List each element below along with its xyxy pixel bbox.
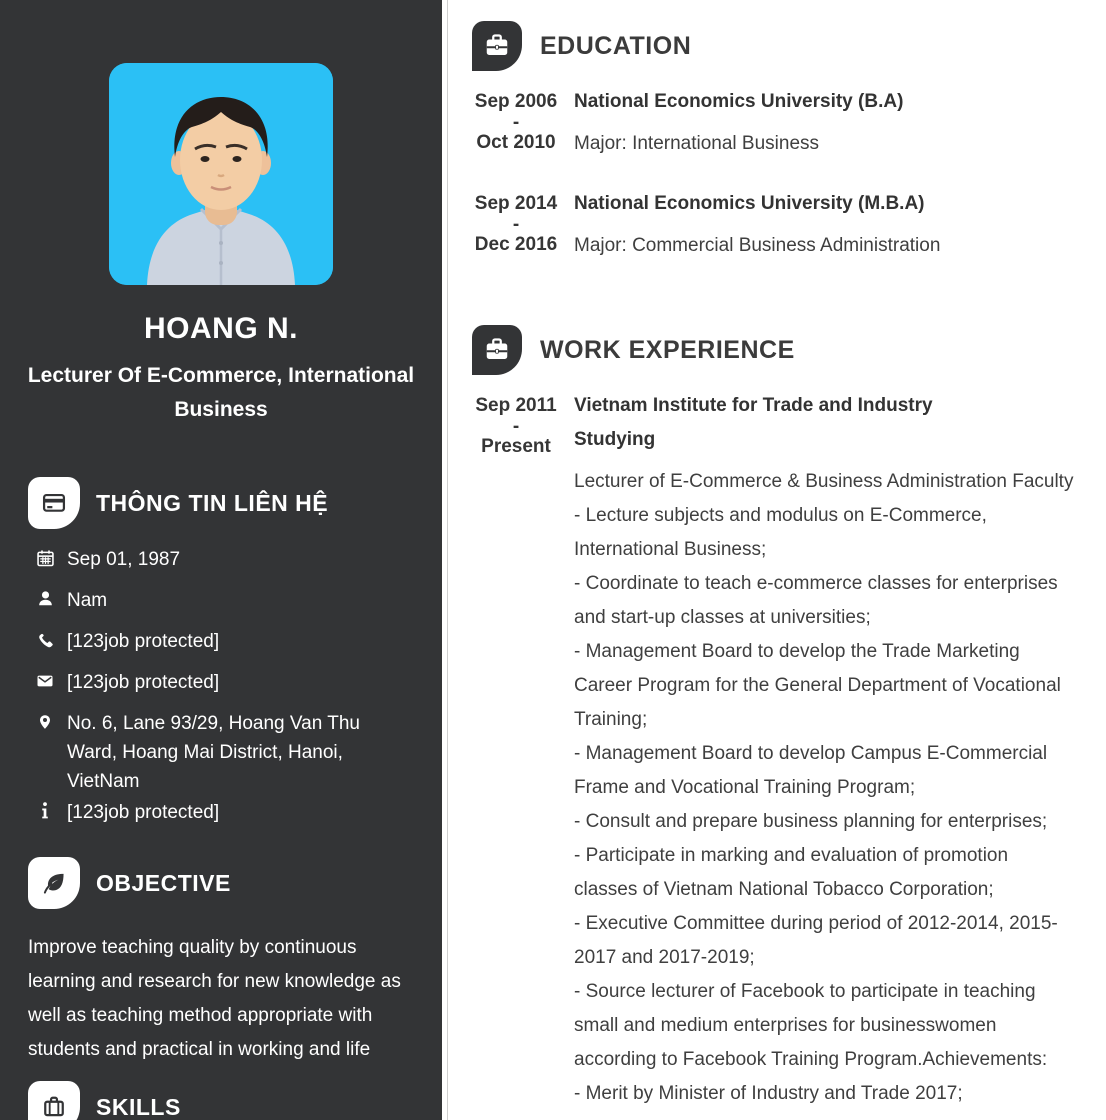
phone-icon [34, 630, 56, 656]
leaf-icon [28, 857, 80, 909]
contact-item-phone [28, 627, 414, 656]
map-marker-icon [34, 712, 56, 796]
work-entry-detail: - Source lecturer of Facebook to participate in teaching small and medium enterprises for businesswomen according to Facebook Training Program.Achievements: [574, 981, 1048, 1070]
education-entry-title: National Economics University (B.A) [574, 91, 904, 112]
contact-birthday-text: Sep 01, 1987 [67, 549, 181, 570]
date-from: Sep 2014 [474, 193, 558, 214]
skills-section-title: SKILLS [96, 1093, 181, 1120]
profile-photo-illustration [109, 63, 333, 285]
date-from: Sep 2011 [475, 395, 557, 416]
objective-section-title: OBJECTIVE [96, 869, 231, 896]
contact-link-text: [123job protected] [67, 802, 220, 823]
education-entry-body [574, 85, 1096, 161]
id-card-icon [28, 477, 80, 529]
work-entry-title: Vietnam Institute for Trade and Industry Studying [574, 395, 933, 450]
date-separator: - [512, 213, 520, 235]
contact-section-title: THÔNG TIN LIÊN HỆ [96, 489, 329, 516]
work-entry-detail: - Management Board to develop Campus E-Commercial Frame and Vocational Training Program; [574, 743, 1048, 798]
education-entry [466, 187, 1096, 263]
user-icon [34, 589, 56, 615]
contact-item-address [28, 709, 414, 796]
contact-email-text: [123job protected] [67, 672, 220, 693]
objective-text: Improve teaching quality by continuous learning and research for new knowledge as well as teaching method appropriate with students and practical in working and life [28, 937, 401, 1060]
contact-address-text: No. 6, Lane 93/29, Hoang Van Thu Ward, Hoang Mai District, Hanoi, VietNam [67, 713, 360, 792]
education-entry [466, 85, 1096, 161]
work-entry-detail: - Participate in marking and evaluation of promotion classes of Vietnam National Tobacco Corporation; [574, 845, 1009, 900]
skills-section-header [28, 1081, 414, 1120]
work-entry-body [574, 389, 1096, 1111]
date-to: Present [481, 436, 551, 457]
education-entry-detail: Major: International Business [574, 133, 820, 154]
contact-item-link [28, 798, 414, 827]
calendar-icon [34, 548, 56, 574]
work-entry-detail: - Merit by Minister of Industry and Trade 2017; [574, 1083, 963, 1104]
work-entry-detail: - Executive Committee during period of 2012-2014, 2015-2017 and 2017-2019; [574, 913, 1058, 968]
work-experience-section [466, 289, 1096, 1111]
contact-item-birthday [28, 545, 414, 574]
education-entry-details [574, 127, 1096, 161]
contact-item-email [28, 668, 414, 697]
education-section-title: EDUCATION [540, 31, 692, 60]
education-entry-details [574, 229, 1096, 263]
contact-item-gender [28, 586, 414, 615]
work-entry-dates [466, 396, 566, 1111]
candidate-job-title: Lecturer Of E-Commerce, International Business [27, 364, 415, 421]
work-entry [466, 389, 1096, 1111]
skills-section [0, 1081, 442, 1120]
candidate-name: HOANG N. [144, 312, 298, 345]
contact-gender-text: Nam [67, 590, 108, 611]
work-entry-detail: Lecturer of E-Commerce & Business Administration Faculty [574, 471, 1074, 492]
envelope-icon [34, 671, 56, 697]
education-section [466, 0, 1096, 263]
date-to: Dec 2016 [474, 234, 558, 255]
education-entry-dates [466, 194, 566, 263]
info-icon [34, 801, 56, 827]
date-separator: - [512, 111, 520, 133]
contact-list [28, 545, 414, 827]
date-separator: - [512, 415, 520, 437]
work-entry-detail: - Lecture subjects and modulus on E-Commerce, International Business; [574, 505, 987, 560]
contact-phone-text: [123job protected] [67, 631, 220, 652]
education-entry-detail: Major: Commercial Business Administration [574, 235, 941, 256]
profile-photo [109, 63, 333, 285]
contact-section [0, 477, 442, 827]
date-from: Sep 2006 [474, 91, 558, 112]
sidebar [0, 0, 442, 1120]
work-entry-detail: - Consult and prepare business planning for enterprises; [574, 811, 1048, 832]
work-entry-detail: - Coordinate to teach e-commerce classes for enterprises and start-up classes at universities; [574, 573, 1058, 628]
contact-section-header [28, 477, 414, 529]
education-entry-dates [466, 92, 566, 161]
work-experience-section-header [472, 325, 1096, 375]
main-content [442, 0, 1106, 1120]
suitcase-icon [28, 1081, 80, 1120]
objective-section-header [28, 857, 414, 909]
objective-section [0, 857, 442, 1067]
briefcase-icon [472, 325, 522, 375]
date-to: Oct 2010 [476, 132, 556, 153]
briefcase-icon [472, 21, 522, 71]
education-entry-body [574, 187, 1096, 263]
work-entry-detail: - Management Board to develop the Trade Marketing Career Program for the General Department of Vocational Training; [574, 641, 1061, 730]
work-experience-section-title: WORK EXPERIENCE [540, 335, 795, 364]
work-entry-details [574, 465, 1096, 1111]
education-entry-title: National Economics University (M.B.A) [574, 193, 925, 214]
education-section-header [472, 21, 1096, 71]
